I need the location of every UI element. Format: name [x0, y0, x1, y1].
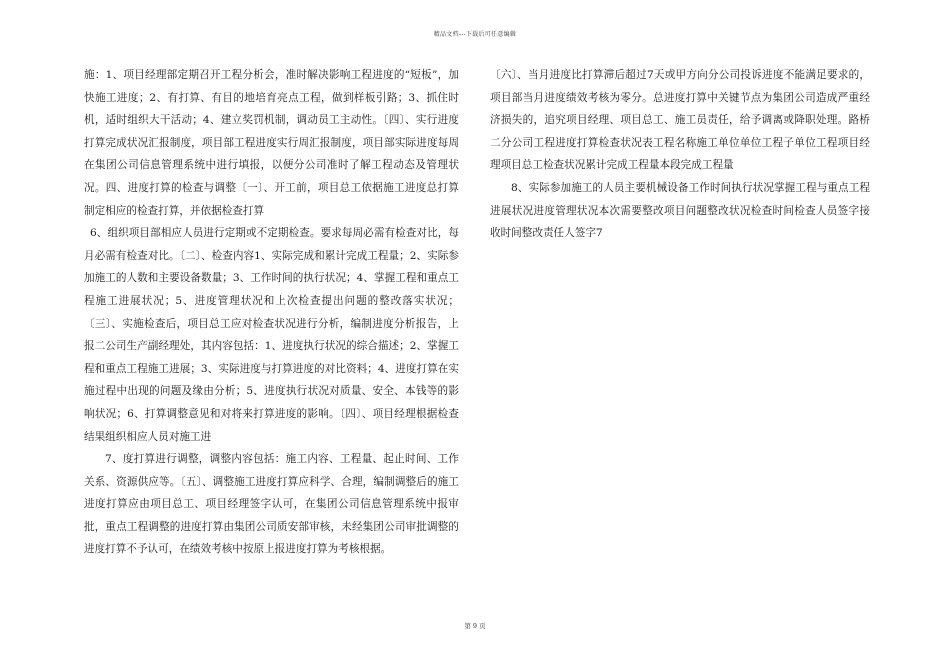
page-header: 精品文档---下载后可任意编辑: [433, 31, 517, 38]
right-column: [490, 64, 870, 245]
paragraph: 〔六〕、当月进度比打算滞后超过7天或甲方向分公司投诉进度不能满足要求的，项目部当月进度绩效考核为零分。总进度打算中关键节点为集团公司造成严重经济损失的，追究项目经理、项目总工、施工员责任，给予调离或降职处理。路桥二分公司工程进度打算检查状况表工程名称施工单位单位工程子单位工程项目经理项目总工检查状况累计完成工程量本段完成工程量: [490, 69, 870, 172]
paragraph: 7、度打算进行调整，调整内容包括：施工内容、工程量、起止时间、工作关系、资源供应等。〔五〕、调整施工进度打算应科学、合理，编制调整后的施工进度打算应由项目总工、项目经理签字认可，在集团公司信息管理系统中报审批，重点工程调整的进度打算由集团公司质安部审核，未经集团公司审批调整的进度打算不予认可，在绩效考核中按原上报进度打算为考核根据。: [84, 453, 459, 556]
page-number: 第 9 页: [464, 622, 486, 630]
paragraph: 8、实际参加施工的人员主要机械设备工作时间执行状况掌握工程与重点工程进展状况进度管理状况本次需要整改项目问题整改状况检查时间检查人员签字接收时间整改责任人签字7: [490, 181, 870, 240]
paragraph: 6、组织项目部相应人员进行定期或不定期检查。要求每周必需有检查对比，每月必需有检查对比。〔二〕、检查内容1、实际完成和累计完成工程量；2、实际参加施工的人数和主要设备数量；3、工作时间的执行状况；4、掌握工程和重点工程施工进展状况；5、进度管理状况和上次检查提出问题的整改落实状况；〔三〕、实施检查后，项目总工应对检查状况进行分析，编制进度分析报告，上报二公司生产副经理处，其内容包括：1、进度执行状况的综合描述；2、掌握工程和重点工程施工进展；3、实际进度与打算进度的对比资料；4、进度打算在实施过程中出现的问题及缘由分析；5、进度执行状况对质量、安全、本钱等的影响状况；6、打算调整意见和对将来打算进度的影响。〔四〕、项目经理根据检查结果组织相应人员对施工进: [84, 227, 459, 443]
paragraph: 施：1、项目经理部定期召开工程分析会，准时解决影响工程进度的“短板”，加快施工进度；2、有打算、有目的地培育亮点工程，做到样板引路；3、抓住时机，适时组织大干活动；4、建立奖罚机制，调动员工主动性。〔四〕、实行进度打算完成状况汇报制度，项目部工程进度实行周汇报制度，项目部实际进度每周在集团公司信息管理系统中进行填报，以便分公司准时了解工程动态及管理状况。四、进度打算的检查与调整〔一〕、开工前，项目总工依据施工进度总打算制定相应的检查打算，并依据检查打算: [84, 69, 459, 217]
left-column: [84, 64, 459, 561]
